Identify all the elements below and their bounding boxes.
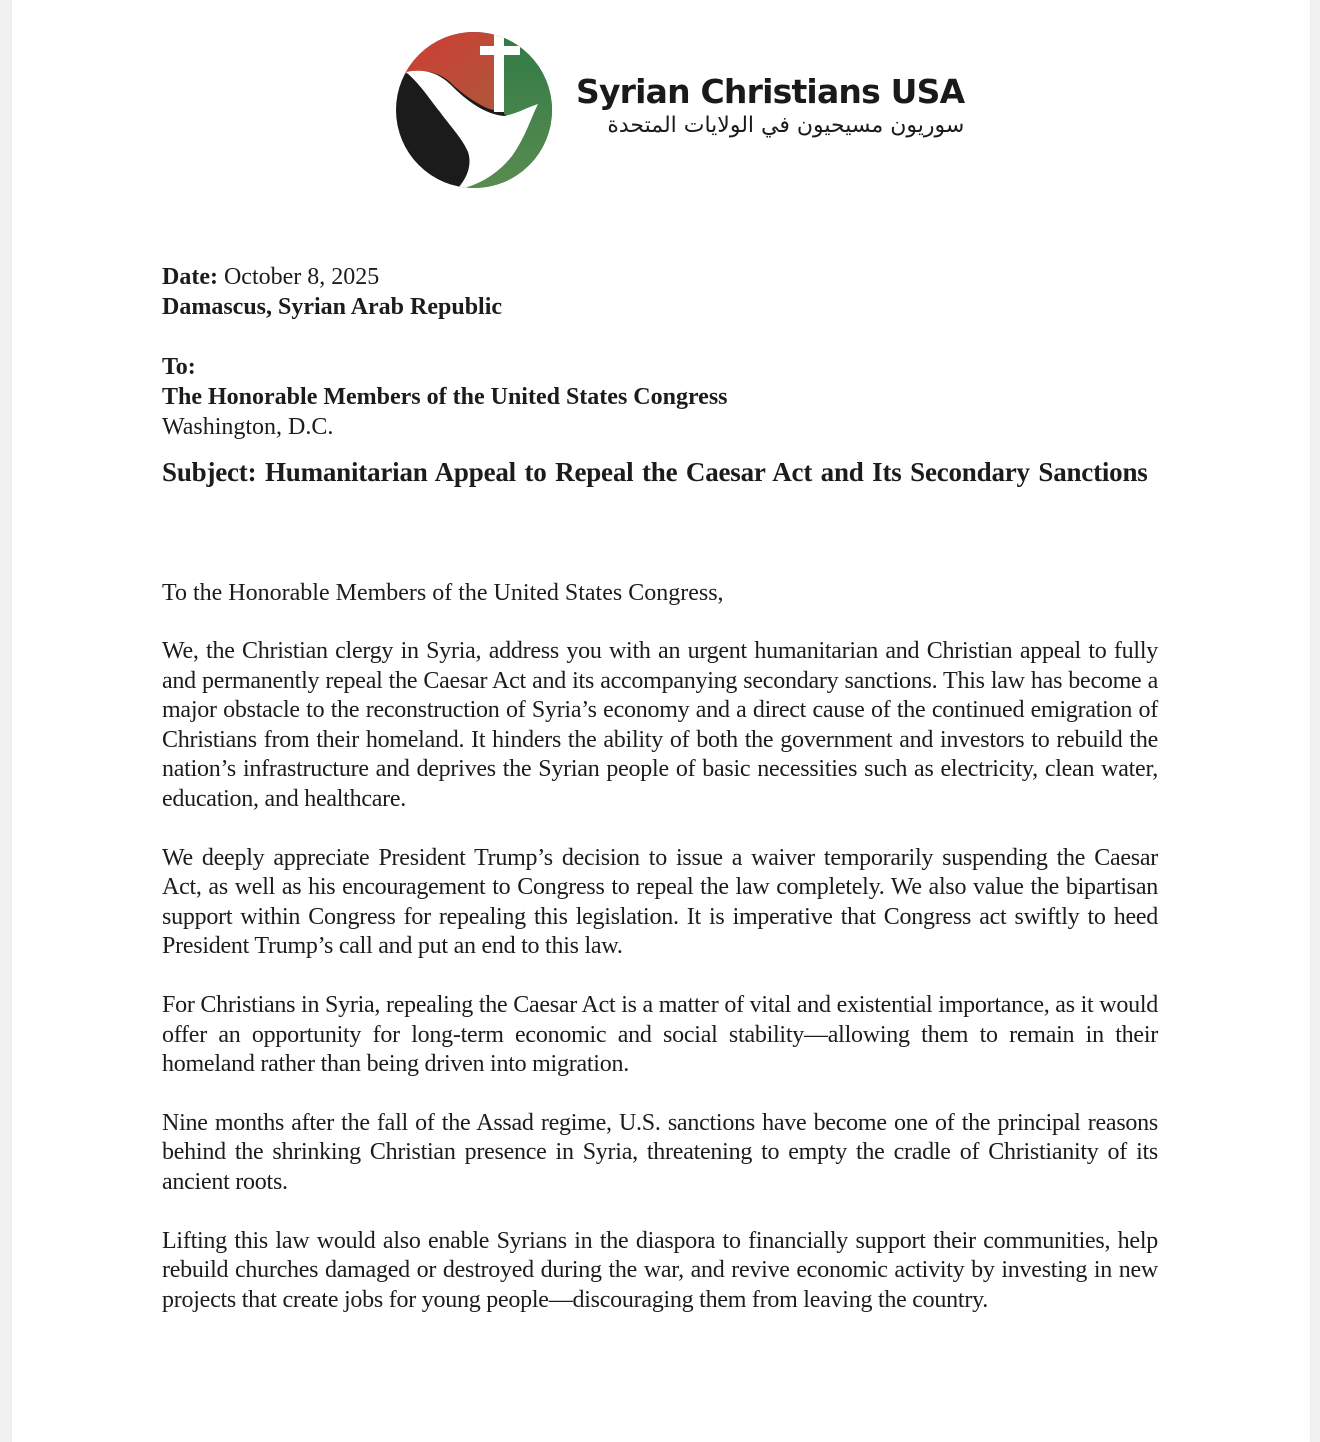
date-value: October 8, 2025: [223, 264, 380, 290]
body-paragraph: Lifting this law would also enable Syrians in the diaspora to financially support their communities, help rebuild churches damaged or destroyed during the war, and revive economic activity by investing in new projects that create jobs for young people—discouraging them from leaving the country.: [162, 1227, 1158, 1313]
body-paragraph: For Christians in Syria, repealing the Caesar Act is a matter of vital and existential importance, as it would offer an opportunity for long-term economic and social stability—allowing them to remain in their homeland rather than being driven into migration.: [162, 991, 1158, 1078]
letter-content: [162, 262, 1158, 1315]
org-name: Syrian Christians USA: [576, 72, 965, 111]
body-paragraph: Nine months after the fall of the Assad regime, U.S. sanctions have become one of the principal reasons behind the shrinking Christian presence in Syria, threatening to empty the cradle of Christianity of its ancient roots.: [162, 1109, 1158, 1195]
recipient: The Honorable Members of the United States Congress: [162, 384, 728, 410]
org-brand: [576, 73, 964, 139]
sender-location: Damascus, Syrian Arab Republic: [162, 294, 503, 320]
document-page: [12, 0, 1310, 1442]
to-label: To:: [162, 354, 196, 380]
body-paragraph: We, the Christian clergy in Syria, address you with an urgent humanitarian and Christian appeal to fully and permanently repeal the Caesar Act and its accompanying secondary sanctions. This law has become a major obstacle to the reconstruction of Syria’s economy and a direct cause of the continued emigration of Christians from their homeland. It hinders the ability of both the government and investors to rebuild the nation’s infrastructure and deprives the Syrian people of basic necessities such as electricity, clean water, education, and healthcare.: [162, 638, 1158, 812]
date-label: Date:: [162, 264, 218, 290]
org-name-arabic: سوريون مسيحيون في الولايات المتحدة: [607, 113, 965, 138]
dove-cross-logo-icon: [392, 28, 556, 192]
letterhead: [392, 28, 964, 192]
subject-text: Humanitarian Appeal to Repeal the Caesar Act and Its Secondary Sanctions: [264, 457, 1148, 487]
subject-line: [162, 456, 1158, 489]
body-paragraph: We deeply appreciate President Trump’s decision to issue a waiver temporarily suspending the Caesar Act, as well as his encouragement to Congress to repeal the law completely. We also value the bipartisan support within Congress for repealing this legislation. It is imperative that Congress act swiftly to heed President Trump’s call and put an end to this law.: [162, 844, 1158, 960]
recipient-location: Washington, D.C.: [162, 414, 334, 440]
date-line: [162, 262, 1158, 292]
subject-label: Subject:: [162, 457, 257, 487]
salutation: To the Honorable Members of the United States Congress,: [162, 580, 724, 606]
